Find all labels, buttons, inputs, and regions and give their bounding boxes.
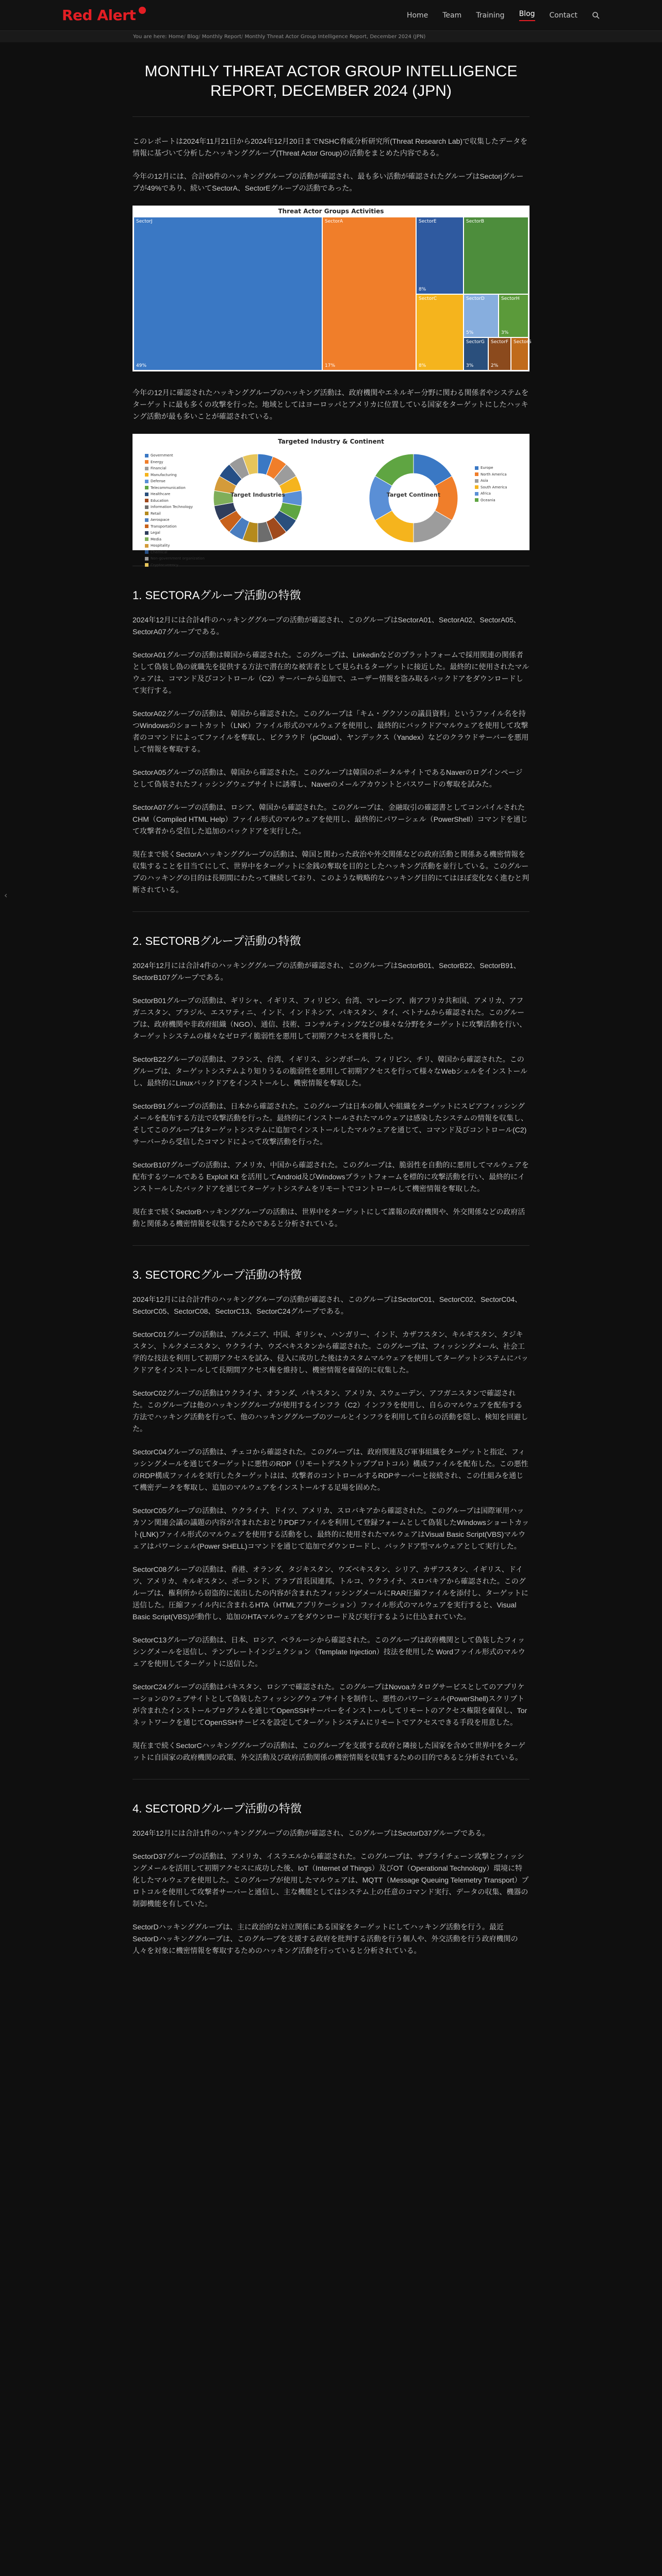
legend-label: Oceania: [481, 498, 495, 502]
legend-entry: [145, 536, 205, 543]
legend-entry: [475, 471, 507, 478]
industry-donut: [209, 449, 307, 547]
treemap-label: SectorB: [466, 219, 485, 224]
article: [133, 42, 532, 1957]
targeted-industry-continent-chart: [133, 434, 529, 567]
legend-swatch: [145, 505, 148, 509]
legend-label: Europe: [481, 466, 493, 470]
legend-swatch: [475, 479, 478, 483]
treemap-pct: 8%: [419, 287, 426, 292]
treemap-cell: [416, 217, 464, 294]
legend-label: South America: [481, 485, 507, 489]
section-heading: 4. SECTORDグループ活動の特徴: [133, 1802, 302, 1815]
legend-entry: [145, 530, 205, 536]
legend-label: Africa: [481, 492, 491, 496]
logo-text: Red Alert: [62, 7, 136, 24]
legend-swatch: [145, 460, 148, 464]
legend-entry: [475, 497, 507, 504]
treemap-label: SectorD: [466, 296, 485, 301]
legend-label: Defense: [151, 479, 166, 483]
section-paragraph: SectorC04グループの活動は、チェコから確認された。このグループは、政府関連及び軍事組織をターゲットと指定、フィッシングメールを通じてターゲットに悪性のRDP（リモートデスクトッププロトコル）構成ファイルを配布した。この悪性のRDP構成ファイルを実行したターゲットはは、攻撃者のコントロールするRDPサーバーと接続され、この仕組みを通じて機密データを奪取し、追加のマルウェアをインストールする足場を固めた。: [133, 1448, 528, 1492]
legend-swatch: [145, 518, 148, 522]
treemap-cell: [511, 337, 532, 370]
legend-label: Government: [151, 453, 173, 457]
legend-swatch: [145, 563, 148, 567]
sections-container: [133, 587, 529, 1957]
section-paragraph: SectorB107グループの活動は、アメリカ、中国から確認された。このグループは、脆弱性を自動的に悪用してマルウェアを配布するツールである Exploit Kit を活用してAndroid及びWindowsプラットフォームを標的に攻撃活動を行い、最終的にインストールしたバックドアを通じてターゲットシステムをリモートでコントロールして機密情報を奪取した。: [133, 1161, 529, 1193]
breadcrumb-blog[interactable]: / Blog: [184, 34, 198, 40]
site-logo[interactable]: [62, 7, 146, 24]
legend-label: Legal: [151, 531, 160, 535]
legend-swatch: [145, 537, 148, 541]
legend-label: Media: [151, 537, 162, 541]
legend-entry: [145, 498, 205, 504]
treemap-cell: [464, 217, 528, 294]
section-paragraph: SectorB22グループの活動は、フランス、台湾、イギリス、シンガポール、フィリピン、チリ、韓国から確認された。このグループは、ターゲットシステムより知りうるの脆弱性を悪用して初期アクセスを行って様々なWebシェルをインストールし、最終的にLinuxバックドアをインストールし、機密情報を奪取した。: [133, 1055, 528, 1087]
section-paragraph: SectorD37グループの活動は、アメリカ、イスラエルから確認された。このグループは、サプライチェーン攻撃とフィッシングメールを活用して初期アクセスに成功した後、IoT（Internet of Things）及びOT（Operational Technology）環境に特化したマルウェアを使用した。このグループが使用したマルウェアは、MQTT（Message Queuing Telemetry Transport）プロトコルを使用して攻撃者サーバーと通信し、主な機能としてはシステム上の任意のコマンド実行、データの収集、機器の制御機能を有していた。: [133, 1852, 529, 1908]
treemap-cell: [499, 294, 528, 337]
threat-actor-treemap: [133, 206, 532, 371]
section-paragraph: SectorC05グループの活動は、ウクライナ、ドイツ、アメリカ、スロバキアから確認された。このグループは国際軍用ハッカソン関連会議の議題の内容が含まれたおとりPDFファイルを利用して登録フォームとして偽装したWindowsショートカット(LNK)ファイル形式のマルウェアを使用する活動をし、最終的に使用されたマルウェアはVisual Basic Script(VBS)マルウェアはパワーシェル(Power SHELL)コマンドを通じて追加でダウンロードし、バックドア型マルウェアとして実行した。: [133, 1506, 529, 1550]
section-paragraph: 現在まで続くSectorBハッキンググループの活動は、世界中をターゲットにして諜報の政府機関や、外交関係などの政府活動と関係ある機密情報を収集するためであると分析されている。: [133, 1208, 525, 1228]
legend-swatch: [475, 472, 478, 476]
legend-label: Financial: [151, 466, 167, 470]
legend-label: Healthcare: [151, 492, 171, 496]
slide-left-icon[interactable]: ‹: [4, 890, 8, 900]
section-paragraph: SectorC13グループの活動は、日本、ロシア、ベラルーシから確認された。このグループは政府機関として偽装したフィッシングメールを送信し、テンプレートインジェクション（Template Injection）技法を使用した Wordファイル形式のマルウェアを使用してターゲットに送信した。: [133, 1636, 525, 1668]
nav-blog[interactable]: Blog: [519, 10, 535, 21]
legend-label: Telecommunication: [151, 485, 186, 490]
continent-donut: [365, 449, 462, 547]
legend-entry: [145, 478, 205, 485]
breadcrumb-current: / Monthly Threat Actor Group Intelligence Report, December 2024 (JPN): [241, 34, 425, 40]
treemap-cell: [464, 294, 499, 337]
treemap-pct: 3%: [466, 363, 474, 368]
legend-swatch: [145, 524, 148, 528]
treemap-label: SectorF: [491, 340, 509, 345]
legend-entry: [145, 504, 205, 511]
breadcrumb-home[interactable]: You are here: Home: [133, 33, 184, 40]
treemap-label: SectorA: [325, 219, 343, 224]
legend-label: Cryptocurrency: [151, 563, 178, 567]
legend-entry: [145, 555, 205, 562]
treemap-label: SectorS: [514, 340, 532, 345]
donut-title: Targeted Industry & Continent: [277, 438, 384, 445]
donut-center-label: Target Industries: [230, 492, 285, 498]
breadcrumb: [0, 31, 662, 42]
legend-label: Information Technology: [151, 505, 193, 509]
treemap-pct: 8%: [419, 363, 426, 368]
legend-entry: [145, 562, 205, 569]
legend-entry: [145, 452, 205, 459]
section-paragraph: SectorC24グループの活動はパキスタン、ロシアで確認された。このグループはNovoaカタログサービスとしてのアプリケーションのウェブサイトとして偽装したフィッシングウェブサイトを制作し、悪性のパワーシェル(PowerShell)スクリプトが含まれたインストールプログラムを通じてOpenSSHサーバーをインストールしてリモートのアクセス権限を確保し、Torネットワークを通じてOpenSSHサービスを設定してターゲットシステムにリモートでアクセスできる手段を用意した。: [133, 1683, 527, 1726]
legend-swatch: [145, 499, 148, 502]
section-paragraph: SectorC02グループの活動はウクライナ、オランダ、パキスタン、アメリカ、スウェーデン、アフガニスタンで確認された。このグループは他のハッキンググループが使用するインフラ（C2）インフラを使用し、自らのマルウェアを配布する方法でハッキング活動を行って、他のハッキンググループのツールとインフラを利用して自らの活動を隠し、検知を回避した。: [133, 1389, 528, 1433]
divider: [133, 1779, 529, 1780]
nav-team[interactable]: Team: [442, 11, 462, 20]
treemap-pct: 49%: [136, 363, 147, 368]
treemap-cell: [416, 294, 464, 370]
legend-entry: [145, 517, 205, 523]
treemap-cell: [134, 217, 322, 370]
nav-contact[interactable]: Contact: [549, 11, 577, 20]
treemap-cell: [322, 217, 416, 370]
legend-swatch: [145, 493, 148, 496]
section-paragraph: 2024年12月には合計4件のハッキンググループの活動が確認され、このグループはSectorB01、SectorB22、SectorB91、SectorB107グループである。: [133, 961, 521, 981]
legend-swatch: [475, 485, 478, 489]
legend-swatch: [145, 544, 148, 548]
legend-label: North America: [481, 472, 507, 477]
section-paragraph: SectorC08グループの活動は、香港、オランダ、タジキスタン、ウズベキスタン、シリア、カザフスタン、イギリス、ドイツ、アメリカ、キルギスタン、ポーランド、アラブ首長国連邦、トルコ、ウクライナ、スロバキアから確認された。このグループは、権利所から窃盗的に流出したの内容が含まれたフィッシングメールにRAR圧縮ファイルを添付し、ターゲットに送信した。圧縮ファイル内に含まれるHTA（HTMLアプリケーション）ファイル形式のマルウェアを実行すると、Visual Basic Script(VBS)が動作し、追加のHTAマルウェアをダウンロード及び実行するように仕込まれていた。: [133, 1565, 528, 1621]
section-paragraph: SectorC01グループの活動は、アルメニア、中国、ギリシャ、ハンガリー、インド、カザフスタン、キルギスタン、タジキスタン、トルクメニスタン、ウクライナ、ウズベキスタンから確認された。このグループは、フィッシングメール、社会工学的な技法を利用して初期アクセスを試み、侵入に成功した後はカスタムマルウェアを使用してターゲットシステムにバックドアをインストールして長期間アクセス権を維持し、機密情報を確保的に収集した。: [133, 1330, 528, 1374]
legend-entry: [145, 549, 205, 556]
legend-swatch: [145, 467, 148, 470]
section-paragraph: SectorA02グループの活動は、韓国から確認された。このグループは「キム・グクソンの議員資料」というファイル名を持つWindowsのショートカット（LNK）ファイル形式のマルウェアを使用し、最終的にバックドアマルウェアを使用して攻撃者のコマンドによってファイルを奪取し、ピクラウド（pCloud）、ヤンデックス（Yandex）などのクラウドサーバーを悪用して情報を奪取する。: [133, 709, 529, 753]
legend-entry: [145, 543, 205, 549]
legend-label: Retail: [151, 511, 161, 516]
donut-center-label: Target Continent: [386, 492, 441, 498]
legend-entry: [145, 511, 205, 517]
section-paragraph: 2024年12月には合計7件のハッキンググループの活動が確認され、このグループはSectorC01、SectorC02、SectorC04、SectorC05、SectorC08、SectorC13、SectorC24グループである。: [133, 1295, 522, 1315]
legend-swatch: [145, 531, 148, 535]
treemap-pct: 5%: [466, 330, 474, 335]
legend-label: Education: [151, 498, 169, 503]
intro-paragraph: このレポートは2024年11月21日から2024年12月20日までNSHC脅威分析研究所(Threat Research Lab)で収集したデータを情報に基づいて分析したハッキンググループ(Threat Actor Group)の活動をまとめた内容である。: [133, 137, 528, 157]
legend-entry: [145, 491, 205, 498]
section-paragraph: SectorDハッキンググループは、主に政治的な対立関係にある国家をターゲットにしてハッキング活動を行う。最近SectorDハッキンググループは、このグループを支援する政府を批判する活動を行う個人や、外交活動を行う政府機関の人々を対象に機密情報を奪取するためのハッキング活動を行っていると分析されている。: [133, 1923, 518, 1955]
legend-entry: [475, 490, 507, 497]
breadcrumb-monthly-report[interactable]: / Monthly Report: [198, 34, 241, 40]
section-paragraph: SectorB91グループの活動は、日本から確認された。このグループは日本の個人や組織をターゲットにスピアフィッシングメールを配布する方法で攻撃活動を行った。最終的にインストールされたマルウェアは感染したシステムの情報を収集し、そしてこのグループはターゲットシステムに追加でインストールしたマルウェアを通じて、コマンド及びコントロール(C2)サーバーから受信したコマンドによって攻撃活動を行った。: [133, 1102, 528, 1146]
legend-swatch: [145, 557, 148, 561]
legend-label: Asia: [481, 479, 488, 483]
divider: [133, 911, 529, 912]
treemap-label: SectorG: [466, 340, 485, 345]
top-navigation-bar: [0, 0, 662, 31]
treemap-cell: [464, 337, 488, 370]
section-heading: 1. SECTORAグループ活動の特徴: [133, 589, 301, 602]
intro-paragraph: 今年の12月には、合計65件のハッキンググループの活動が確認され、最も多い活動が確認されたグループはSectorjグループが49%であり、続いてSectorA、SectorEグループの活動であった。: [133, 172, 524, 192]
main-nav: [407, 10, 600, 21]
legend-entry: [475, 484, 507, 491]
section-paragraph: SectorB01グループの活動は、ギリシャ、イギリス、フィリピン、台湾、マレーシア、南アフリカ共和国、アメリカ、アフガニスタン、ブラジル、エスワティニ、インド、インドネシア、パキスタン、タイ、ベトナムから確認された。このグループは、政府機関や非政府組織（NGO）、通信、技術、コンサルティングなどの様々な分野をターゲットに攻撃活動を行い、ターゲットシステムの様々なゼロデイ脆弱性を悪用して初期アクセスを獲得した。: [133, 996, 527, 1040]
legend-label: Energy: [151, 460, 163, 464]
treemap-label: SectorE: [419, 219, 437, 224]
treemap-label: SectorC: [419, 296, 437, 301]
legend-swatch: [145, 512, 148, 515]
legend-label: Transportation: [151, 524, 177, 529]
treemap-cell: [488, 337, 511, 370]
legend-swatch: [475, 498, 478, 502]
treemap-pct: 3%: [501, 330, 509, 335]
section-paragraph: SectorA07グループの活動は、ロシア、韓国から確認された。このグループは、金融取引の確認書としてコンパイルされたCHM（Compiled HTML Help）ファイル形式のマルウェアを使用し、最終的にパワーシェル（PowerShell）コマンドを通じて攻撃者から受信した追加のバックドアを実行した。: [133, 803, 528, 835]
logo-dot-icon: [139, 7, 146, 14]
legend-swatch: [475, 492, 478, 496]
legend-entry: [145, 472, 205, 479]
treemap-title: Threat Actor Groups Activities: [278, 208, 384, 215]
legend-swatch: [145, 550, 148, 554]
search-icon[interactable]: [592, 11, 600, 20]
legend-entry: [145, 523, 205, 530]
legend-swatch: [145, 473, 148, 477]
legend-entry: [145, 459, 205, 466]
treemap-pct: 17%: [325, 363, 336, 368]
section-heading: 2. SECTORBグループ活動の特徴: [133, 935, 301, 947]
legend-label: Manufacturing: [151, 472, 177, 477]
legend-swatch: [475, 466, 478, 470]
divider: [133, 116, 529, 117]
industry-legend: [145, 452, 205, 568]
page-title: MONTHLY THREAT ACTOR GROUP INTELLIGENCE REPORT, DECEMBER 2024 (JPN): [144, 63, 518, 99]
section-paragraph: SectorA05グループの活動は、韓国から確認された。このグループは韓国のポータルサイトであるNaverのログインページとして偽装されたフィッシングウェブサイトに誘導し、Naverのメールアカウントとパスワードの奪取を試みた。: [133, 768, 523, 788]
section-paragraph: 現在まで続くSectorCハッキンググループの活動は、このグループを支援する政府と隣接した国家を含めて世界中をターゲットに自国家の政府機関の政策、外交活動及び政府活動関係の機密情報を収集するための目的であると分析されている。: [133, 1741, 525, 1761]
section-heading: 3. SECTORCグループ活動の特徴: [133, 1268, 302, 1281]
legend-swatch: [145, 486, 148, 489]
legend-entry: [145, 465, 205, 472]
nav-training[interactable]: Training: [476, 11, 505, 20]
section-paragraph: 2024年12月には合計1件のハッキンググループの活動が確認され、このグループはSectorD37グループである。: [133, 1829, 490, 1837]
legend-label: Aerospace: [151, 518, 170, 522]
treemap-label: SectorJ: [136, 219, 153, 224]
nav-home[interactable]: Home: [406, 11, 428, 20]
legend-label: Hospitality: [151, 544, 170, 548]
legend-swatch: [145, 454, 148, 457]
legend-entry: [145, 485, 205, 492]
section-paragraph: 現在まで続くSectorAハッキンググループの活動は、韓国と関わった政治や外交関係などの政府活動と関係ある機密情報を収集することを目当てにして、世界中をターゲットに金銭の奪取を目的としたハッキング活動を並行している。このグループのハッキングの目的は長期間にわたって継続しており、このような戦略的なハッキング目的にてはほぼ変化なく進むと判断されている。: [133, 850, 529, 894]
legend-entry: [475, 478, 507, 484]
section-paragraph: 2024年12月には合計4件のハッキンググループの活動が確認され、このグループはSectorA01、SectorA02、SectorA05、SectorA07グループである。: [133, 616, 521, 636]
continent-legend: [475, 465, 507, 503]
treemap-label: SectorH: [501, 296, 520, 301]
treemap-pct: 2%: [491, 363, 499, 368]
analysis-paragraph: 今年の12月に確認されたハッキンググループのハッキング活動は、政府機関やエネルギー分野に関わる関係者やシステムをターゲットに最も多くの攻撃を行った。地域としてはヨーロッパとアメリカに位置している国家をターゲットにしたハッキング活動が最も多いことが確認されている。: [133, 388, 529, 420]
legend-label: Non-government organization: [151, 556, 205, 561]
legend-label: Chemical: [151, 550, 168, 554]
legend-swatch: [145, 480, 148, 483]
section-paragraph: SectorA01グループの活動は韓国から確認された。このグループは、Linkedinなどのプラットフォームで採用関連の関係者として偽装し偽の就職先を提供する方法で潜在的な被害者として見られるターゲットに接近した。最終的に使用されたマルウェアは、コマンド及びコントロール（C2）サーバーから追加で、ユーザー情報を盗み取るバックドアをダウンロードして実行する。: [133, 651, 529, 694]
legend-entry: [475, 465, 507, 471]
divider: [133, 1245, 529, 1246]
